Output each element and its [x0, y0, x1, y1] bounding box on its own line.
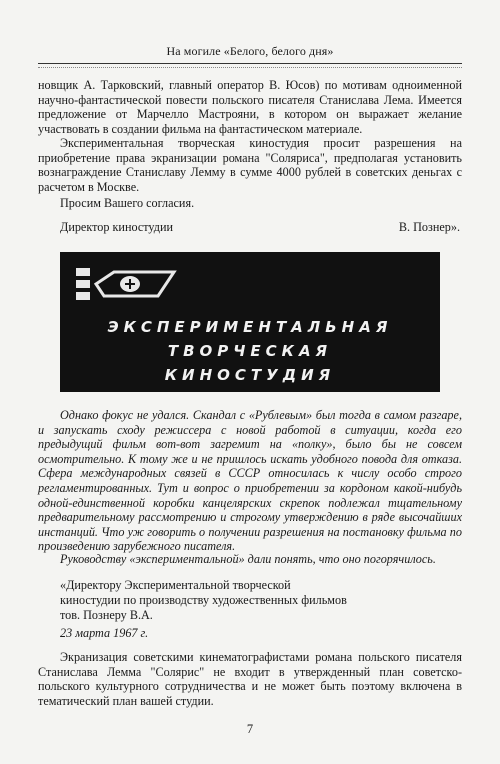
logo-line-1: ЭКСПЕРИМЕНТАЛЬНАЯ	[107, 318, 393, 336]
paragraph-2: Экспериментальная творческая киностудия просит разрешения на приобретение права экранизации романа "Соляриса", предполагая установить вознаграждение Станиславу Лемму в сумме 4000 рублей в советских деньгах с расчетом в Москве.	[38, 136, 462, 194]
page-number: 7	[246, 722, 254, 736]
studio-emblem-icon	[74, 264, 184, 304]
logo-line-3: КИНОСТУДИЯ	[164, 366, 336, 384]
running-head: На могиле «Белого, белого дня»	[166, 44, 334, 58]
letter-address-line-3: тов. Познеру В.А.	[60, 608, 153, 622]
header-rule	[38, 63, 462, 64]
paragraph-4: Экранизация советскими кинематографистами романа польского писателя Станислава Лемма "Солярис" не входит в утвержденный план советско-польского культурного сотрудничества и не может быть поэтому включена в тематический план вашей студии.	[38, 650, 462, 708]
studio-logo	[60, 252, 440, 392]
header-dotted-rule	[38, 67, 462, 68]
letter-address-line-2: киностудии по производству художественных фильмов	[60, 593, 347, 607]
paragraph-3: Просим Вашего согласия.	[60, 196, 195, 210]
italic-paragraph-1: Однако фокус не удался. Скандал с «Рублевым» был тогда в самом разгаре, и запускать сходу режиссера с новой работой в ситуации, когда его предыдущий фильм вот-вот загремит на «полку», было бы не совсем осмотрительно. К тому же и не пришлось искать удобного повода для отказа. Сфера международных связей в СССР относилась к числу особо строго регламентированных. Тут и вопрос о приобретении за кордоном какой-нибудь одной-единственной коробки канцелярских скрепок подлежал тщательному предварительному рассмотрению и строгому утверждению в ряде высочайших инстанций. Что уж говорить о получении разрешения на постановку фильма по произведению зарубежного писателя.	[38, 408, 462, 554]
italic-paragraph-2: Руководству «экспериментальной» дали понять, что оно погорячилось.	[60, 552, 436, 566]
letter-address-line-1: «Директору Экспериментальной творческой	[60, 578, 291, 592]
signature-name: В. Познер».	[398, 220, 460, 234]
signature-line	[60, 220, 460, 235]
logo-line-2: ТВОРЧЕСКАЯ	[167, 342, 333, 360]
paragraph-1: новщик А. Тарковский, главный оператор В. Юсов) по мотивам одноименной научно-фантастической повести польского писателя Станислава Лема. Имеется предложение от Марчелло Мастрояни, в котором он выражает желание участвовать в создании фильма на фантастическом материале.	[38, 78, 462, 136]
signature-title: Директор киностудии	[60, 220, 174, 234]
letter-date: 23 марта 1967 г.	[60, 626, 149, 640]
